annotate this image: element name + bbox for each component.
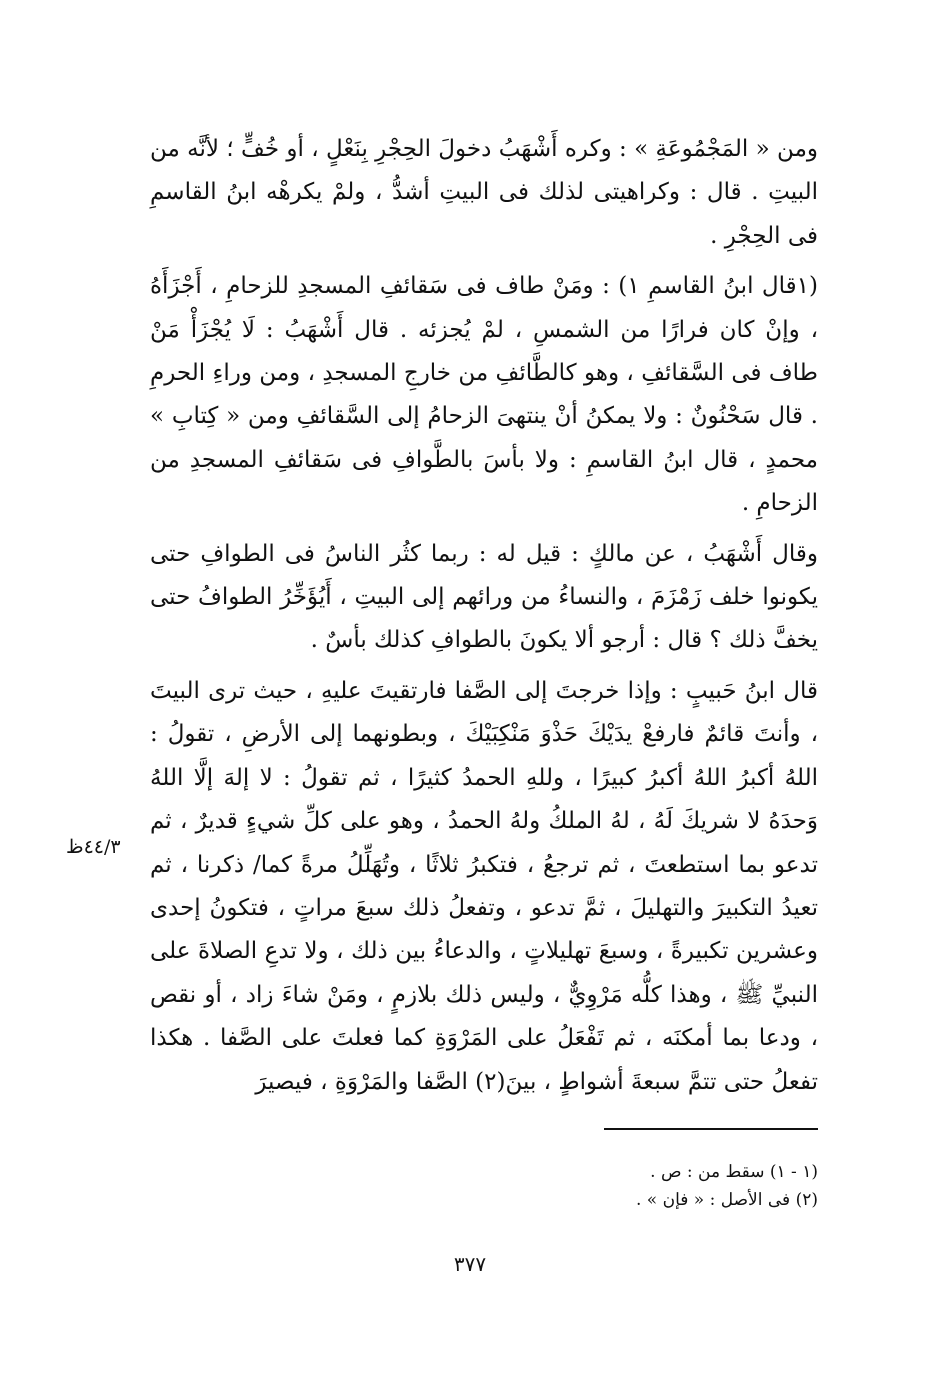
- page-number: ٣٧٧: [453, 1252, 487, 1276]
- paragraph-mudawwana-hijr: ومن « المَجْمُوعَةِ » : وكره أَشْهَبُ دخولَ الحِجْرِ بِنَعْلٍ ، أو خُفٍّ ؛ لأنَّه من البيتِ . قال : وكراهيتى لذلك فى البيتِ أشدُّ ، ولمْ يكرهْه ابنُ القاسمِ فى الحِجْرِ .: [150, 136, 818, 249]
- footnote-2: (٢) فى الأصل : « فإن » .: [636, 1190, 818, 1210]
- footnote-1: (١ - ١) سقط من : ص .: [650, 1162, 818, 1182]
- paragraph-saqaif-tawaf: (١قال ابنُ القاسمِ ١) : ومَنْ طاف فى سَقائفِ المسجدِ للزحامِ ، أَجْزَأَهُ ، وإنْ كان فرارًا من الشمسِ ، لمْ يُجزئه . قال أَشْهَبُ : لَا يُجْزَأْ مَنْ طاف فى السَّقائفِ ، وهو كالطَّائفِ من خارجِ المسجدِ ، ومن وراءِ الحرمِ . قال سَحْنُونٌ : ولا يمكنُ أنْ ينتهىَ الزحامُ إلى السَّقائفِ ومن « كِتابِ » محمدٍ ، قال ابنُ القاسمِ : ولا بأسَ بالطَّوافِ فى سَقائفِ المسجدِ من الزحامِ .: [150, 273, 818, 517]
- margin-folio-reference: ٤٤/٣ظ: [66, 836, 121, 858]
- paragraph-ibn-habib-safa: قال ابنُ حَبيبٍ : وإذا خرجتَ إلى الصَّفا فارتقيتَ عليهِ ، حيث ترى البيتَ ، وأنتَ قائمٌ فارفعْ يدَيْكَ حَذْوَ مَنْكِبَيْكَ ، وبطونهما إلى الأرضِ ، تقولُ : اللهُ أكبرُ اللهُ أكبرُ كبيرًا ، وللهِ الحمدُ كثيرًا ، ثم تقولُ : لا إلهَ إلَّا اللهُ وَحدَهُ لا شريكَ لَهُ ، لهُ الملكُ ولهُ الحمدُ ، وهو على كلِّ شيءٍ قديرٌ ، ثم تدعو بما استطعتَ ، ثم ترجعُ ، فتكبرُ ثلاثًا ، وتُهَلِّلُ مرةً كما/ ذكرنا ، ثم تعيدُ التكبيرَ والتهليلَ ، ثمَّ تدعو ، وتفعلُ ذلك سبعَ مراتٍ ، فتكونُ إحدى وعشرين تكبيرةً ، وسبعَ تهليلاتٍ ، والدعاءُ بين ذلك ، ولا تدعِ الصلاةَ على النبيِّ ﷺ ، وهذا كلُّه مَرْوِيٌّ ، وليس ذلك بلازمٍ ، ومَنْ شاءَ زاد ، أو نقص ، ودعا بما أمكنَه ، ثم تَفْعَلُ على المَرْوَةِ كما فعلتَ على الصَّفا . هكذا تفعلُ حتى تتمَّ سبعةَ أشواطٍ ، بينَ(٢) الصَّفا والمَرْوَةِ ، فيصيرَ: [150, 677, 818, 1095]
- footnotes-section: [450, 1158, 818, 1214]
- main-text-block: [150, 128, 818, 1104]
- footnote-divider: [604, 1128, 818, 1130]
- paragraph-ashhab-malik: وقال أَشْهَبُ ، عن مالكٍ : قيل له : ربما كثُر الناسُ فى الطوافِ حتى يكونوا خلف زَمْزَمَ ، والنساءُ من ورائهم إلى البيتِ ، أَيُؤَخِّرُ الطوافُ حتى يخفَّ ذلك ؟ قال : أرجو ألا يكونَ بالطوافِ كذلك بأسٌ .: [150, 540, 818, 654]
